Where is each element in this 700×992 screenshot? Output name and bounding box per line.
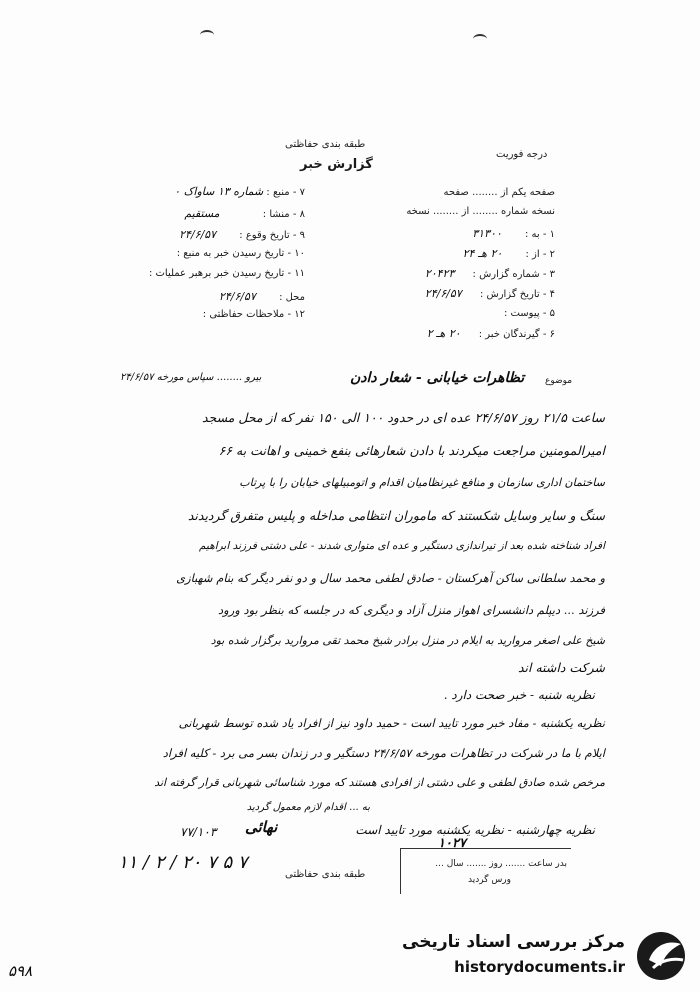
- right-field-page: صفحه یکم از ........ صفحه: [443, 187, 555, 198]
- left-field-location: محل : ۲۴/۶/۵۷: [218, 290, 305, 303]
- page-number: ۵۹۸: [8, 962, 33, 980]
- archive-logo-icon: [635, 930, 691, 982]
- right-field-report-number: ۳ - شماره گزارش : ۲۰۴۲۳: [424, 267, 555, 280]
- note-line: نظریه شنبه - خبر صحت دارد .: [443, 688, 595, 702]
- urgency-label: درجه فوریت: [496, 149, 548, 160]
- subject-side-note: بیرو ........ سپاس مورخه ۲۴/۶/۵۷: [120, 372, 262, 383]
- right-field-from-value: ۲۰ هـ ۲۴: [462, 247, 503, 260]
- footer-stamp-number: ۱۰۲۷: [438, 836, 466, 851]
- note-line: به ... اقدام لازم معمول گردید: [246, 802, 370, 813]
- right-field-to-value: ۳۱۳۰۰: [472, 227, 502, 240]
- protective-class-label: طبقه بندی حفاظتی: [285, 139, 366, 150]
- right-field-recipients-value: ۲۰ هـ ۲: [426, 327, 461, 340]
- note-line: نظریه چهارشنبه - نظریه یکشنبه مورد تایید است: [355, 823, 595, 837]
- footer-stamp-box: [400, 848, 571, 894]
- left-field-source-value: شماره ۱۳ ساواک ۰: [174, 185, 264, 198]
- body-line: افراد شناخته شده بعد از تیراندازی دستگیر و عده ای متواری شدند - علی دشتی فرزند ابراهیم: [199, 540, 605, 552]
- subject-value: تظاهرات خیابانی - شعار دادن: [350, 370, 525, 386]
- right-field-to: ۱ - به : ۳۱۳۰۰: [472, 227, 555, 240]
- body-line: و محمد سلطانی ساکن آهرکستان - صادق لطفی محمد سال و دو نفر دیگر که بنام شهبازی: [176, 571, 605, 585]
- right-field-from: ۲ - از : ۲۰ هـ ۲۴: [462, 247, 555, 260]
- left-field-origin-value: مستقیم: [184, 207, 220, 220]
- subject-label: موضوع: [545, 376, 573, 386]
- body-line: فرزند ... دیپلم دانشسرای اهواز منزل آزاد و دیگری که در جلسه که بنظر بود ورود: [218, 603, 605, 617]
- body-line: امیرالمومنین مراجعت میکردند با دادن شعارهائی بنفع خمینی و اهانت به ۶۶: [218, 443, 605, 458]
- right-field-report-date: ۴ - تاریخ گزارش : ۲۴/۶/۵۷: [424, 287, 555, 300]
- body-line: ساعت ۲۱/۵ روز ۲۴/۶/۵۷ عده ای در حدود ۱۰۰ الی ۱۵۰ نفر که از محل مسجد: [201, 410, 605, 425]
- watermark-url: historydocuments.ir: [454, 958, 625, 976]
- footer-protective-class: طبقه بندی حفاظتی: [285, 869, 366, 880]
- margin-numbers: ۱۱ / ۲ / ۲۰ ۷ ۵ ۷: [118, 852, 248, 873]
- signature: نهائی: [245, 818, 278, 836]
- footer-stamp-label: بدر ساعت ....... روز ....... سال ...: [435, 859, 567, 869]
- left-field-received-source: ۱۰ - تاریخ رسیدن خبر به منبع :: [176, 248, 305, 259]
- footer-number: ۷۷/۱۰۳: [180, 825, 217, 839]
- left-field-received-operations: ۱۱ - تاریخ رسیدن خبر برهبر عملیات :: [148, 268, 305, 279]
- report-title: گزارش خبر: [300, 157, 373, 172]
- right-field-recipients: ۶ - گیرندگان خبر : ۲۰ هـ ۲: [426, 327, 555, 340]
- footer-stamp-sub: ورس گردید: [467, 875, 511, 885]
- left-field-location-value: ۲۴/۶/۵۷: [218, 290, 256, 303]
- right-field-attachment: ۵ - پیوست :: [503, 308, 555, 319]
- right-field-copy: نسخه شماره ........ از ........ نسخه: [406, 206, 555, 217]
- left-field-event-date-value: ۲۴/۶/۵۷: [179, 228, 217, 241]
- corner-mark-right: [473, 34, 487, 44]
- body-line: شرکت داشته اند: [517, 660, 605, 675]
- body-line: ساختمان اداری سازمان و منافع غیرنظامیان اقدام و اتومبیلهای خیابان را با پرتاب: [239, 476, 605, 489]
- right-field-report-number-value: ۲۰۴۲۳: [424, 267, 455, 280]
- body-line: شیخ علی اصغر مروارید به ایلام در منزل برادر شیخ محمد تقی مروارید برگزار شده بود: [210, 634, 605, 647]
- left-field-source: ۷ - منبع : شماره ۱۳ ساواک ۰: [174, 185, 305, 198]
- note-line: ایلام با ما در شرکت در تظاهرات مورخه ۲۴/۶/۵۷ دستگیر و در زندان بسر می برد - کلیه افراد: [162, 746, 605, 760]
- body-line: سنگ و سایر وسایل شکستند که ماموران انتظامی مداخله و پلیس متفرق گردیدند: [187, 508, 605, 523]
- left-field-protective-notes: ۱۲ - ملاحظات حفاظتی :: [202, 309, 305, 320]
- right-field-report-date-value: ۲۴/۶/۵۷: [424, 287, 462, 300]
- watermark: [402, 928, 695, 984]
- note-line: نظریه یکشنبه - مفاد خبر مورد تایید است - حمید داود نیز از افراد یاد شده توسط شهربانی: [178, 716, 605, 730]
- corner-mark-left: [200, 30, 214, 40]
- note-line: مرخص شده صادق لطفی و علی دشتی از افرادی هستند که مورد شناسائی شهربانی قرار گرفته اند: [154, 776, 605, 789]
- watermark-title: مرکز بررسی اسناد تاریخی: [402, 932, 625, 952]
- left-field-origin: ۸ - منشا : مستقیم: [184, 207, 305, 220]
- left-field-event-date: ۹ - تاریخ وقوع : ۲۴/۶/۵۷: [179, 228, 305, 241]
